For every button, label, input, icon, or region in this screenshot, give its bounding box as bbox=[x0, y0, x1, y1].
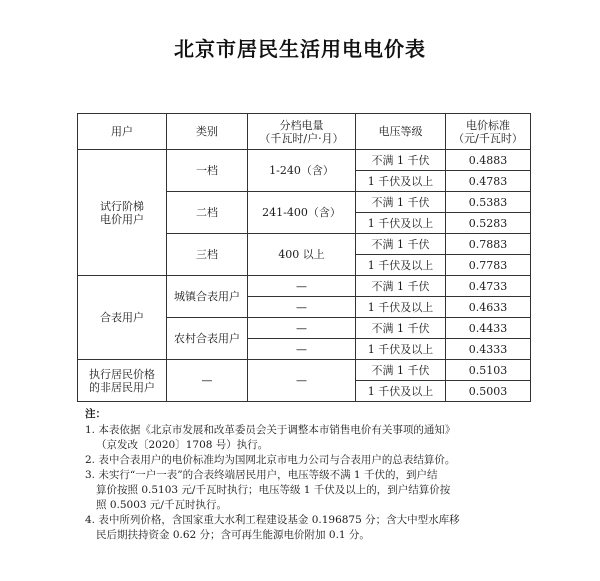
note-1-line-2: （京发改〔2020〕1708 号）执行。 bbox=[96, 439, 269, 451]
note-3-line-2: 算价按照 0.5103 元/千瓦时执行；电压等级 1 千伏及以上的，到户结算价按 bbox=[96, 484, 451, 496]
group-nonres-line2: 的非居民用户 bbox=[89, 380, 155, 394]
voltage-cell: 不满 1 千伏 bbox=[356, 192, 446, 213]
price-cell: 0.5383 bbox=[446, 192, 531, 213]
price-cell: 0.4633 bbox=[446, 297, 531, 318]
voltage-cell: 不满 1 千伏 bbox=[356, 318, 446, 339]
price-cell: 0.5103 bbox=[446, 360, 531, 381]
tier-dash: — bbox=[248, 276, 356, 297]
table-row bbox=[78, 150, 531, 171]
voltage-cell: 1 千伏及以上 bbox=[356, 171, 446, 192]
group-nonresidential bbox=[78, 360, 167, 402]
tier-dash: — bbox=[248, 360, 356, 402]
voltage-cell: 不满 1 千伏 bbox=[356, 276, 446, 297]
header-tier-line2: （千瓦时/户·月） bbox=[259, 131, 344, 145]
header-voltage: 电压等级 bbox=[356, 114, 446, 150]
note-4-line-1: 4. 表中所列价格，含国家重大水利工程建设基金 0.196875 分；含大中型水库移 bbox=[85, 514, 460, 526]
price-cell: 0.4433 bbox=[446, 318, 531, 339]
header-price-line1: 电价标准 bbox=[466, 118, 510, 132]
table-row bbox=[78, 276, 531, 297]
header-price-line2: （元/千瓦时） bbox=[453, 131, 523, 145]
price-cell: 0.5283 bbox=[446, 213, 531, 234]
tier-dash: — bbox=[248, 339, 356, 360]
voltage-cell: 不满 1 千伏 bbox=[356, 150, 446, 171]
group-combined: 合表用户 bbox=[78, 276, 167, 360]
voltage-cell: 不满 1 千伏 bbox=[356, 234, 446, 255]
note-1-line-1: 1. 本表依据《北京市发展和改革委员会关于调整本市销售电价有关事项的通知》 bbox=[85, 424, 456, 436]
header-price bbox=[446, 114, 531, 150]
voltage-cell: 1 千伏及以上 bbox=[356, 381, 446, 402]
price-cell: 0.7783 bbox=[446, 255, 531, 276]
tier-dash: — bbox=[248, 297, 356, 318]
header-user: 用户 bbox=[78, 114, 167, 150]
price-cell: 0.4333 bbox=[446, 339, 531, 360]
price-cell: 0.4733 bbox=[446, 276, 531, 297]
table-header-row bbox=[78, 114, 531, 150]
category-urban: 城镇合表用户 bbox=[167, 276, 248, 318]
price-cell: 0.7883 bbox=[446, 234, 531, 255]
voltage-cell: 1 千伏及以上 bbox=[356, 339, 446, 360]
tier-range-2: 241-400（含） bbox=[248, 192, 356, 234]
price-cell: 0.4783 bbox=[446, 171, 531, 192]
price-cell: 0.5003 bbox=[446, 381, 531, 402]
group-nonres-line1: 执行居民价格 bbox=[89, 367, 155, 381]
category-tier1: 一档 bbox=[167, 150, 248, 192]
header-category: 类别 bbox=[167, 114, 248, 150]
tariff-table bbox=[77, 113, 531, 402]
note-3-line-1: 3. 未实行“一户一表”的合表终端居民用户，电压等级不满 1 千伏的，到户结 bbox=[85, 469, 438, 481]
group-ladder-line2: 电价用户 bbox=[100, 212, 144, 226]
table-row bbox=[78, 360, 531, 381]
note-3-line-3: 照 0.5003 元/千瓦时执行。 bbox=[96, 499, 227, 511]
header-tier bbox=[248, 114, 356, 150]
voltage-cell: 1 千伏及以上 bbox=[356, 255, 446, 276]
voltage-cell: 1 千伏及以上 bbox=[356, 297, 446, 318]
tier-range-3: 400 以上 bbox=[248, 234, 356, 276]
category-rural: 农村合表用户 bbox=[167, 318, 248, 360]
category-dash: — bbox=[167, 360, 248, 402]
category-tier3: 三档 bbox=[167, 234, 248, 276]
notes-heading: 注： bbox=[85, 408, 106, 420]
tier-range-1: 1-240（含） bbox=[248, 150, 356, 192]
page-title: 北京市居民生活用电电价表 bbox=[174, 37, 426, 61]
note-2-line-1: 2. 表中合表用户的电价标准均为国网北京市电力公司与合表用户的总表结算价。 bbox=[85, 454, 456, 466]
voltage-cell: 不满 1 千伏 bbox=[356, 360, 446, 381]
category-tier2: 二档 bbox=[167, 192, 248, 234]
notes-section bbox=[85, 407, 535, 543]
header-tier-line1: 分档电量 bbox=[279, 118, 324, 132]
price-cell: 0.4883 bbox=[446, 150, 531, 171]
voltage-cell: 1 千伏及以上 bbox=[356, 213, 446, 234]
group-ladder-line1: 试行阶梯 bbox=[100, 199, 144, 213]
tier-dash: — bbox=[248, 318, 356, 339]
note-4-line-2: 民后期扶持资金 0.62 分；含可再生能源电价附加 0.1 分。 bbox=[96, 529, 370, 541]
group-ladder bbox=[78, 150, 167, 276]
